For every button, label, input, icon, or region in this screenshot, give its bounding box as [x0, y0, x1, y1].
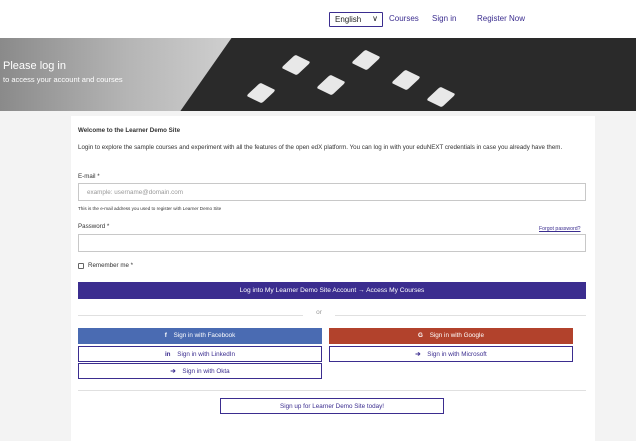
nav-link-courses[interactable]: Courses — [389, 14, 419, 23]
nav-link-sign-in[interactable]: Sign in — [432, 14, 457, 23]
password-field[interactable] — [78, 234, 586, 252]
google-icon: G — [418, 332, 423, 339]
remember-me-label: Remember me * — [88, 262, 134, 269]
page-subtitle: to access your account and courses — [3, 75, 123, 84]
nav-link-register[interactable]: Register Now — [477, 14, 526, 23]
okta-sign-in-label: Sign in with Okta — [182, 368, 230, 375]
facebook-icon: f — [164, 332, 167, 339]
page-title: Please log in — [3, 60, 66, 72]
language-select-value: English — [335, 15, 362, 24]
or-separator: or — [316, 309, 322, 316]
login-heading: Welcome to the Learner Demo Site — [78, 127, 181, 134]
sign-up-button[interactable]: Sign up for Learner Demo Site today! — [220, 398, 444, 414]
divider — [335, 315, 586, 316]
language-select[interactable] — [329, 12, 383, 27]
microsoft-sign-in-button[interactable] — [329, 346, 573, 362]
email-help-text: This is the e-mail address you used to register with Learner Demo Site — [78, 206, 222, 211]
facebook-sign-in-button[interactable] — [78, 328, 322, 344]
hero-banner — [0, 38, 636, 111]
login-button[interactable]: Log into My Learner Demo Site Account → Access My Courses — [78, 282, 586, 299]
password-label: Password * — [78, 223, 110, 230]
sign-in-icon: ➔ — [415, 351, 421, 358]
okta-sign-in-button[interactable] — [78, 363, 322, 379]
forgot-password-link[interactable]: Forgot password? — [539, 226, 581, 232]
top-navigation — [0, 0, 636, 38]
sign-in-icon: ➔ — [170, 368, 176, 375]
login-card — [71, 116, 595, 441]
email-label: E-mail * — [78, 173, 100, 180]
google-sign-in-label: Sign in with Google — [429, 332, 484, 339]
remember-me-checkbox[interactable] — [78, 263, 84, 269]
login-intro: Login to explore the sample courses and experiment with all the features of the open edX platform. You can log in with your eduNEXT credentials in case you already have them. — [78, 144, 563, 151]
facebook-sign-in-label: Sign in with Facebook — [173, 332, 236, 339]
microsoft-sign-in-label: Sign in with Microsoft — [427, 351, 487, 358]
email-field[interactable]: example: username@domain.com — [78, 183, 586, 201]
linkedin-icon: in — [164, 351, 171, 358]
divider — [78, 390, 586, 391]
google-sign-in-button[interactable] — [329, 328, 573, 344]
chevron-down-icon: ∨ — [372, 14, 378, 23]
linkedin-sign-in-button[interactable] — [78, 346, 322, 362]
linkedin-sign-in-label: Sign in with LinkedIn — [177, 351, 236, 358]
divider — [78, 315, 303, 316]
